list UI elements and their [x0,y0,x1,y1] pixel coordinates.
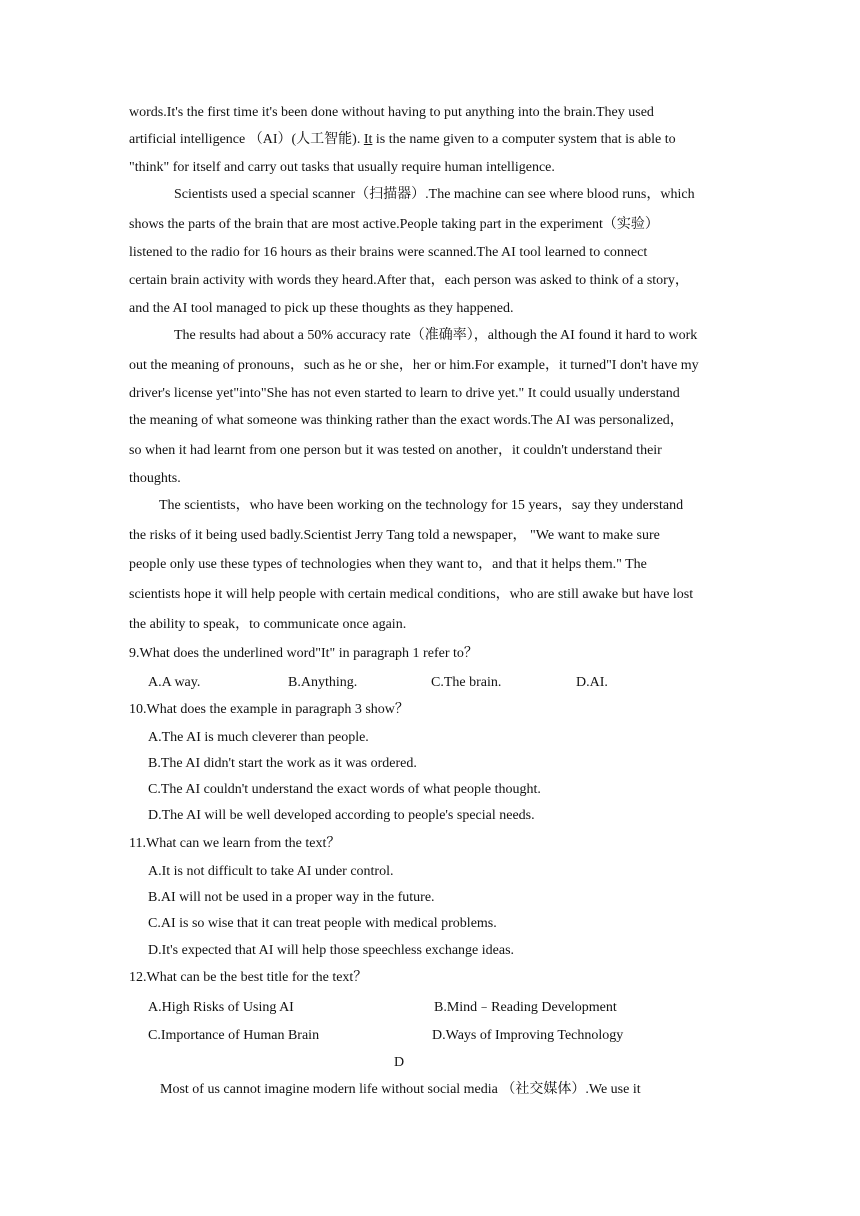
question-11-stem: 11.What can we learn from the text？ [129,836,341,851]
question-10-option-b: B.The AI didn't start the work as it was ordered. [148,756,417,771]
question-11-option-b: B.AI will not be used in a proper way in the future. [148,890,435,905]
passage-c-p2-line3: listened to the radio for 16 hours as their brains were scanned.The AI tool learned to connect [129,245,648,260]
question-11-option-d: D.It's expected that AI will help those speechless exchange ideas. [148,943,515,958]
question-12-option-a: A.High Risks of Using AI [148,1000,294,1015]
passage-d-p1-line1: Most of us cannot imagine modern life without social media （社交媒体）.We use it [160,1082,641,1097]
question-10-option-a: A.The AI is much cleverer than people. [148,730,369,745]
question-12-option-b: B.Mind﹣Reading Development [434,1000,617,1015]
passage-c-p4-line2: the risks of it being used badly.Scientist Jerry Tang told a newspaper， "We want to make sure [129,528,660,543]
p1-line2-post: is the name given to a computer system that is able to [372,132,676,147]
passage-c-p2-line4: certain brain activity with words they heard.After that，each person was asked to think of a story， [129,273,689,288]
passage-c-p4-line3: people only use these types of technologies when they want to，and that it helps them." The [129,557,647,572]
passage-c-p3-line4: the meaning of what someone was thinking rather than the exact words.The AI was personalized， [129,413,684,428]
passage-c-p3-line6: thoughts. [129,471,181,486]
question-10-option-d: D.The AI will be well developed according to people's special needs. [148,808,535,823]
passage-c-p2-line5: and the AI tool managed to pick up these thoughts as they happened. [129,301,514,316]
question-9-option-c: C.The brain. [431,675,502,690]
passage-c-p3-line3: driver's license yet"into"She has not even started to learn to drive yet." It could usually understand [129,386,680,401]
underlined-word-it: It [363,132,373,147]
question-9-option-a: A.A way. [148,675,201,690]
question-10-option-c: C.The AI couldn't understand the exact words of what people thought. [148,782,541,797]
passage-c-p1-line2 [129,131,676,149]
question-9-option-d: D.AI. [576,675,608,690]
passage-c-p4-line1: The scientists，who have been working on the technology for 15 years，say they understand [159,498,684,513]
passage-c-p3-line1: The results had about a 50% accuracy rate（准确率），although the AI found it hard to work [174,328,698,343]
passage-c-p3-line2: out the meaning of pronouns，such as he or she，her or him.For example，it turned"I don't have my [129,358,699,373]
passage-c-p2-line1: Scientists used a special scanner（扫描器）.The machine can see where blood runs，which [174,187,695,202]
question-11-option-c: C.AI is so wise that it can treat people with medical problems. [148,916,497,931]
question-12-stem: 12.What can be the best title for the text？ [129,970,368,985]
question-9-option-b: B.Anything. [288,675,358,690]
passage-c-p4-line5: the ability to speak，to communicate once again. [129,617,407,632]
passage-c-p4-line4: scientists hope it will help people with certain medical conditions，who are still awake but have lost [129,587,694,602]
question-9-stem: 9.What does the underlined word"It" in paragraph 1 refer to？ [129,646,478,661]
question-11-option-a: A.It is not difficult to take AI under control. [148,864,394,879]
passage-c-p2-line2: shows the parts of the brain that are most active.People taking part in the experiment（实验） [129,217,659,232]
passage-c-p3-line5: so when it had learnt from one person but it was tested on another，it couldn't understand their [129,443,662,458]
passage-c-p1-line1: words.It's the first time it's been done without having to put anything into the brain.They used [129,105,654,120]
passage-c-p1-line3: "think" for itself and carry out tasks that usually require human intelligence. [129,160,555,175]
question-12-option-d: D.Ways of Improving Technology [432,1028,624,1043]
p1-line2-pre: artificial intelligence （AI）(人工智能). [129,132,364,147]
question-12-option-c: C.Importance of Human Brain [148,1028,320,1043]
question-10-stem: 10.What does the example in paragraph 3 show？ [129,702,409,717]
passage-d-heading: D [394,1055,405,1070]
